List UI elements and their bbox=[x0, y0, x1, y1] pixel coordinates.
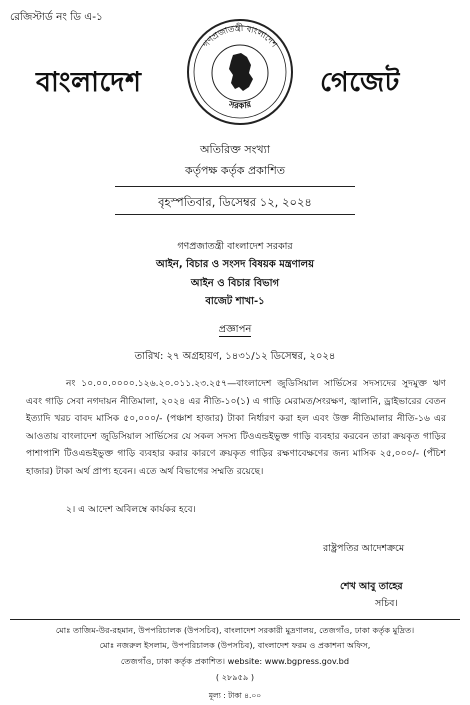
signer-title: সচিব। bbox=[375, 598, 398, 609]
footer-price: মূল্য : টাকা ৪.০০ bbox=[208, 691, 262, 700]
footer-divider bbox=[10, 619, 460, 620]
signer-name: শেখ আবু তাহের bbox=[340, 581, 403, 592]
order-line: রাষ্ট্রপতির আদেশক্রমে bbox=[323, 543, 405, 554]
ministry-name: আইন, বিচার ও সংসদ বিষয়ক মন্ত্রণালয় bbox=[155, 259, 314, 270]
divider-top bbox=[115, 186, 355, 187]
branch-name: বাজেট শাখা-১ bbox=[205, 296, 265, 307]
seal-bottom-text: সরকার bbox=[227, 99, 253, 112]
extra-issue-label: অতিরিক্ত সংখ্যা bbox=[200, 143, 270, 156]
seal-top-text: গণপ্রজাতন্ত্রী বাংলাদেশ bbox=[201, 23, 279, 50]
registration-number: রেজিস্টার্ড নং ডি এ-১ bbox=[10, 11, 103, 23]
bangladesh-map-icon bbox=[229, 53, 253, 91]
masthead-gazette: গেজেট bbox=[320, 67, 400, 98]
divider-bottom bbox=[115, 214, 355, 215]
footer-printer-line: মোঃ তাজিম-উর-রহমান, উপপরিচালক (উপসচিব), বাংলাদেশ সরকারী মুদ্রণালয়, তেজগাঁও, ঢাকা কর্তৃক মুদ্রিত। bbox=[55, 625, 415, 635]
division-name: আইন ও বিচার বিভাগ bbox=[190, 278, 280, 289]
government-name: গণপ্রজাতন্ত্রী বাংলাদেশ সরকার bbox=[177, 241, 293, 252]
footer-website-line: তেজগাঁও, ঢাকা কর্তৃক প্রকাশিত। website: www.bgpress.gov.bd bbox=[120, 656, 350, 666]
government-seal bbox=[185, 17, 295, 127]
footer-publisher-line: মোঃ নজরুল ইসলাম, উপপরিচালক (উপসচিব), বাংলাদেশ ফরম ও প্রকাশনা অফিস, bbox=[99, 640, 371, 650]
notice-title: প্রজ্ঞাপন bbox=[218, 324, 252, 335]
footer-serial: ( ২৮৯৫৯ ) bbox=[215, 672, 255, 682]
published-by-label: কর্তৃপক্ষ কর্তৃক প্রকাশিত bbox=[185, 164, 285, 177]
masthead-bangladesh: বাংলাদেশ bbox=[36, 67, 142, 98]
svg-text:গণপ্রজাতন্ত্রী বাংলাদেশ bbox=[201, 22, 279, 51]
memo-date: তারিখ: ২৭ অগ্রহায়ণ, ১৪৩১/১২ ডিসেম্বর, ২০২৪ bbox=[134, 351, 336, 362]
notice-paragraph-1: নং ১০.০০.০০০০.১২৬.২০.০১১.২৩.২৫৭—বাংলাদেশ জুডিসিয়াল সার্ভিসের সদস্যদের সুদমুক্ত ঋণ এবং গাড়ি সেবা নগদায়ন নীতিমালা, ২০২৪ এর নীতি-১০(১) এ গাড়ি মেরামত/সংরক্ষণ, জ্বালানি, ড্রাইভারের বেতন ইত্যাদি খরচ বাবদ মাসিক ৫০,০০০/- (পঞ্চাশ হাজার) টাকা নির্ধারণ করা হল এবং উক্ত নীতিমালার নীতি-১৬ এর আওতায় বাংলাদেশ জুডিসিয়াল সার্ভিসের যে সকল সদস্য টিওএন্ডইভুক্ত গাড়ি ব্যবহার করবেন তারা ক্রয়কৃত গাড়ির পাশাপাশি টিওএন্ডইভুক্ত গাড়ি ব্যবহার করার কারণে ক্রয়কৃত গাড়ির রক্ষণাবেক্ষণের জন্য মাসিক ২৫,০০০/- (পঁচিশ হাজার) টাকা অর্থ প্রাপ্য হবেন। এতে অর্থ বিভাগের সম্মতি রয়েছে। bbox=[26, 378, 446, 477]
notice-paragraph-2: ২। এ আদেশ অবিলম্বে কার্যকর হবে। bbox=[66, 504, 196, 515]
issue-date: বৃহস্পতিবার, ডিসেম্বর ১২, ২০২৪ bbox=[158, 195, 312, 209]
